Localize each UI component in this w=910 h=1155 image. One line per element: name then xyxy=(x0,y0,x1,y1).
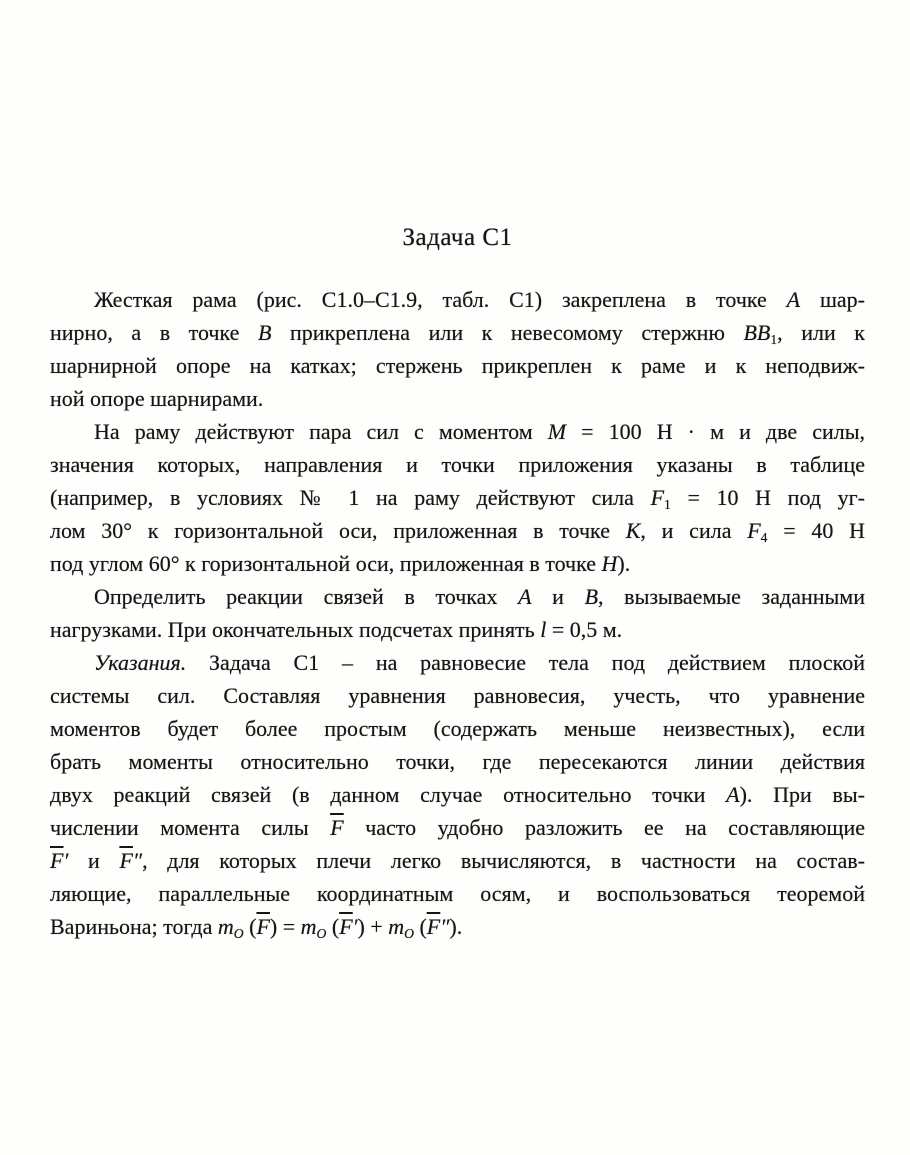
text-segment: m xyxy=(300,914,317,939)
paragraph-instructions xyxy=(50,646,865,943)
text-segment: B xyxy=(257,320,272,345)
text-segment: прикреплена или к невесомому стержню xyxy=(271,320,744,345)
text-line xyxy=(50,844,865,877)
text-segment: 4 xyxy=(760,529,768,545)
text-segment: = 0,5 м. xyxy=(546,617,623,642)
text-line xyxy=(50,448,865,481)
text-segment: ). При вы- xyxy=(739,782,865,807)
text-segment: брать моменты относительно точки, где пересекаются линии действия xyxy=(50,749,865,774)
text-segment: Жесткая рама (рис. С1.0–С1.9, табл. С1) закреплена в точке xyxy=(94,287,787,312)
vector-force-symbol: $\overline{F}$ xyxy=(50,848,64,873)
text-segment: H xyxy=(601,551,618,576)
text-line xyxy=(50,745,865,778)
text-line xyxy=(50,910,865,943)
text-segment: ). xyxy=(617,551,631,576)
text-segment: M xyxy=(547,419,567,444)
text-segment: ″ xyxy=(440,914,450,939)
text-line xyxy=(50,481,865,514)
text-segment: K xyxy=(625,518,641,543)
text-segment: и xyxy=(68,848,120,873)
vector-force-symbol: $\overline{F}$ xyxy=(330,815,344,840)
text-segment: числении момента силы xyxy=(50,815,331,840)
text-segment: ′ xyxy=(352,914,358,939)
text-line xyxy=(50,316,865,349)
text-line xyxy=(50,514,865,547)
text-segment: Вариньона; тогда xyxy=(50,914,218,939)
paragraph-task-statement xyxy=(50,580,865,646)
text-segment: нагрузками. При окончательных подсчетах принять xyxy=(50,617,541,642)
text-line xyxy=(50,877,865,910)
text-segment: O xyxy=(404,925,414,941)
vector-force-symbol: $\overline{F}$ xyxy=(256,914,270,939)
text-line xyxy=(50,283,865,316)
text-segment: На раму действуют пара сил с моментом xyxy=(94,419,548,444)
text-segment: = 100 Н · м и две силы, xyxy=(566,419,866,444)
text-segment: BB xyxy=(743,320,771,345)
text-segment: F xyxy=(650,485,665,510)
text-segment: ной опоре шарнирами. xyxy=(50,386,264,411)
text-line xyxy=(50,613,865,646)
text-segment: системы сил. Составляя уравнения равновесия, учесть, что уравнение xyxy=(50,683,865,708)
text-segment: нирно, а в точке xyxy=(50,320,258,345)
text-line xyxy=(50,712,865,745)
text-segment: m xyxy=(388,914,405,939)
text-line xyxy=(50,580,865,613)
text-segment: ляющие, параллельные координатным осям, и воспользоваться теоремой xyxy=(50,881,865,906)
text-line xyxy=(50,679,865,712)
text-segment: ). xyxy=(449,914,463,939)
text-segment: двух реакций связей (в данном случае относительно точки xyxy=(50,782,727,807)
text-segment: B xyxy=(584,584,599,609)
paragraph-frame-description xyxy=(50,283,865,415)
paragraph-forces-description xyxy=(50,415,865,580)
text-segment: и xyxy=(531,584,585,609)
text-segment: ( xyxy=(326,914,340,939)
text-segment: O xyxy=(233,925,244,941)
text-segment: ( xyxy=(413,914,427,939)
vector-force-symbol: $\overline{F}$ xyxy=(119,848,133,873)
text-segment: под углом 60° к горизонтальной оси, приложенная в точке xyxy=(50,551,602,576)
text-segment: , для которых плечи легко вычисляются, в частности на состав- xyxy=(142,848,865,873)
text-segment: шар- xyxy=(800,287,866,312)
text-line xyxy=(50,811,865,844)
text-segment: m xyxy=(217,914,234,939)
text-line xyxy=(50,349,865,382)
text-segment: шарнирной опоре на катках; стержень прикреплен к раме и к неподвиж- xyxy=(50,353,865,378)
text-segment: A xyxy=(786,287,801,312)
text-segment: моментов будет более простым (содержать меньше неизвестных), если xyxy=(50,716,865,741)
text-segment: (например, в условиях № 1 на раму действуют сила xyxy=(50,485,651,510)
text-line xyxy=(50,382,865,415)
text-segment: 1 xyxy=(770,331,778,347)
text-segment: O xyxy=(316,925,327,941)
text-line xyxy=(50,415,865,448)
text-segment: ) = xyxy=(269,914,301,939)
text-segment: , или к xyxy=(777,320,865,345)
text-segment: = 10 Н под уг- xyxy=(670,485,865,510)
text-segment: l xyxy=(540,617,547,642)
text-segment: A xyxy=(518,584,532,609)
text-segment: , и сила xyxy=(640,518,748,543)
text-segment: 1 xyxy=(664,496,671,512)
document-body xyxy=(50,283,865,943)
text-segment: Определить реакции связей в точках xyxy=(94,584,519,609)
text-segment: часто удобно разложить ее на составляющие xyxy=(343,815,865,840)
text-segment: ( xyxy=(243,914,257,939)
vector-force-symbol: $\overline{F}$ xyxy=(339,914,353,939)
text-segment: F xyxy=(747,518,761,543)
text-segment: ′ xyxy=(63,848,69,873)
text-segment: = 40 Н xyxy=(767,518,866,543)
text-segment: Задача С1 – на равновесие тела под действием плоской xyxy=(186,650,865,675)
text-segment: , вызываемые заданными xyxy=(598,584,865,609)
text-segment: лом 30° к горизонтальной оси, приложенная в точке xyxy=(50,518,626,543)
text-line xyxy=(50,646,865,679)
text-segment: ″ xyxy=(132,848,143,873)
text-segment: значения которых, направления и точки приложения указаны в таблице xyxy=(50,452,865,477)
page-title: Задача С1 xyxy=(402,224,513,251)
text-segment: ) + xyxy=(357,914,389,939)
text-line xyxy=(50,547,865,580)
text-line xyxy=(50,778,865,811)
vector-force-symbol: $\overline{F}$ xyxy=(426,914,441,939)
text-segment: Указания. xyxy=(94,650,187,675)
text-segment: A xyxy=(726,782,740,807)
